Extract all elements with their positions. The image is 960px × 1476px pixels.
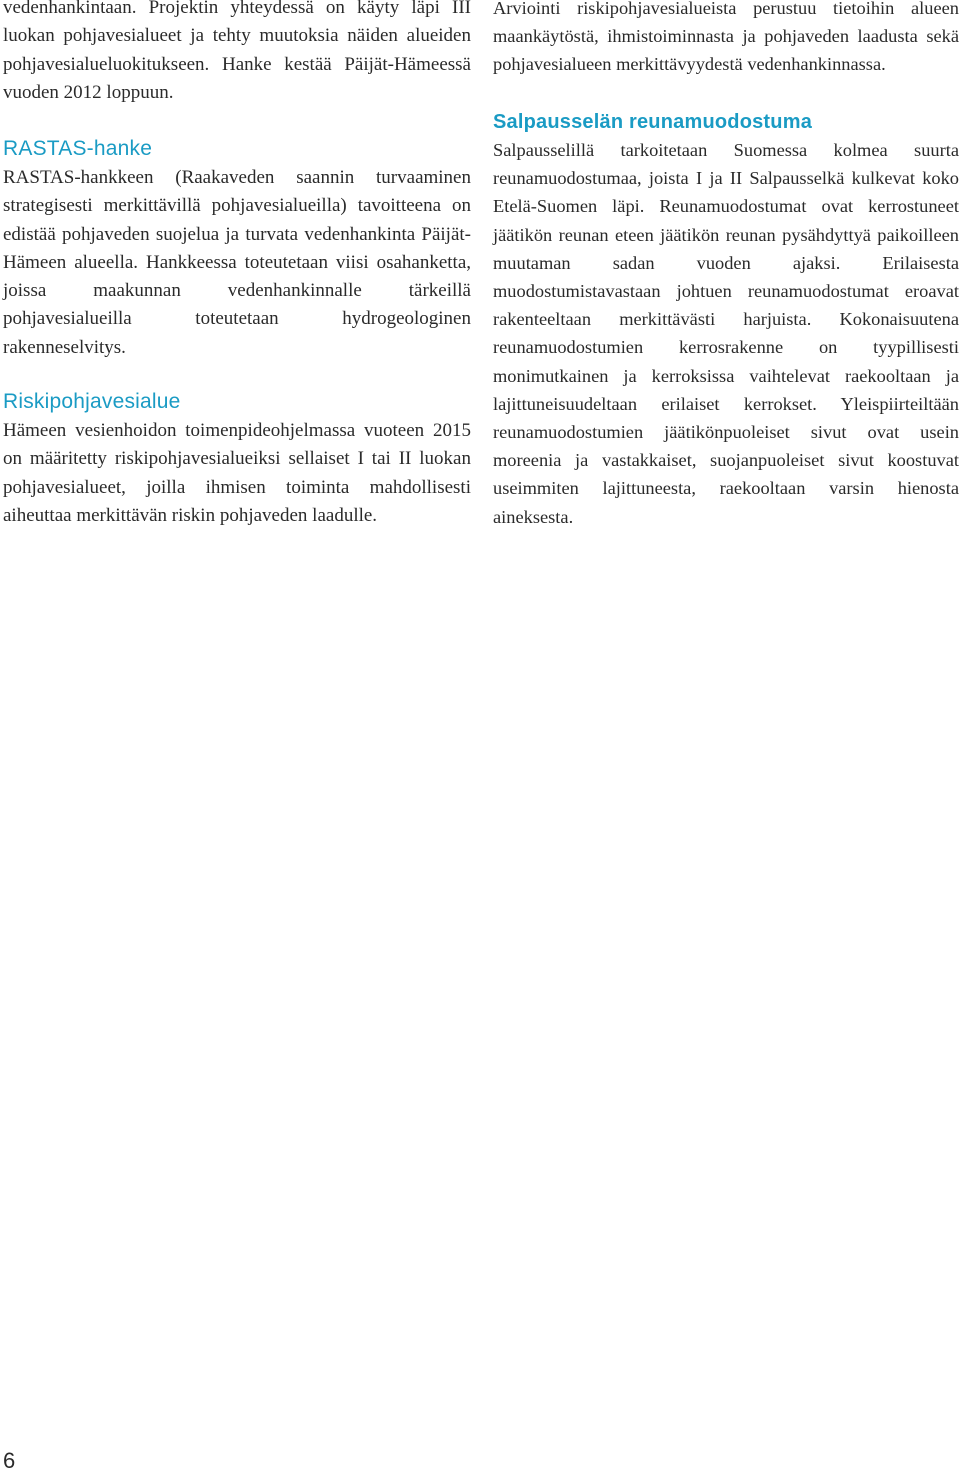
intro-paragraph: vedenhankintaan. Projektin yhteydessä on käyty läpi III luokan pohjavesialueet ja tehty muutoksia näiden alueiden pohjavesialueluokitukseen. Hanke kestää Päijät-Hämeessä vuoden 2012 loppuun. xyxy=(3,0,471,103)
riskipohjavesialue-paragraph: Hämeen vesienhoidon toimenpideohjelmassa vuoteen 2015 on määritetty riskipohjavesialueiksi sellaiset I tai II luokan pohjavesialueet, joilla ihmisen toiminta mahdollisesti aiheuttaa merkittävän riskin pohjaveden laadulle. xyxy=(3,420,471,526)
rastas-paragraph: RASTAS-hankkeen (Raakaveden saannin turvaaminen strategisesti merkittävillä pohjavesialueilla) tavoitteena on edistää pohjaveden suojelua ja turvata vedenhankinta Päijät-Hämeen alueella. Hankkeessa toteutetaan viisi osahanketta, joissa maakunnan vedenhankinnalle tärkeillä pohjavesialueilla toteutetaan hydrogeologinen rakenneselvitys. xyxy=(3,167,471,358)
salpausselka-paragraph: Salpausselillä tarkoitetaan Suomessa kolmea suurta reunamuodostumaa, joista I ja II Salpausselkä kulkevat koko Etelä-Suomen läpi. Reunamuodostumat ovat kerrostuneet jäätikön reunan eteen jäätikön reunan pysähdyttyä paikoilleen muutaman sadan vuoden ajaksi. Erilaisesta muodostumistavastaan johtuen reunamuodostumat eroavat rakenteeltaan merkittävästi harjuista. Kokonaisuutena reunamuodostumien kerrosrakenne on tyypillisesti monimutkainen ja kerroksissa vaihtelevat raekooltaan ja lajittuneisuudeltaan erilaiset kerrokset. Yleispiirteiltään reunamuodostumien jäätikönpuoleiset sivut ovat usein moreenia ja vastakkaiset, suojanpuoleiset sivut koostuvat useimmiten lajittuneesta, raekooltaan varsin hienosta aineksesta. xyxy=(493,140,959,527)
arviointi-paragraph: Arviointi riskipohjavesialueista perustuu tietoihin alueen maankäytöstä, ihmistoiminnasta ja pohjaveden laadusta sekä pohjavesialueen merkittävyydestä vedenhankinnassa. xyxy=(493,0,959,75)
riskipohjavesialue-heading: Riskipohjavesialue xyxy=(3,390,181,413)
salpausselka-heading: Salpausselän reunamuodostuma xyxy=(493,111,813,133)
rastas-heading: RASTAS-hanke xyxy=(3,137,153,160)
page-number: 6 xyxy=(3,1448,16,1473)
